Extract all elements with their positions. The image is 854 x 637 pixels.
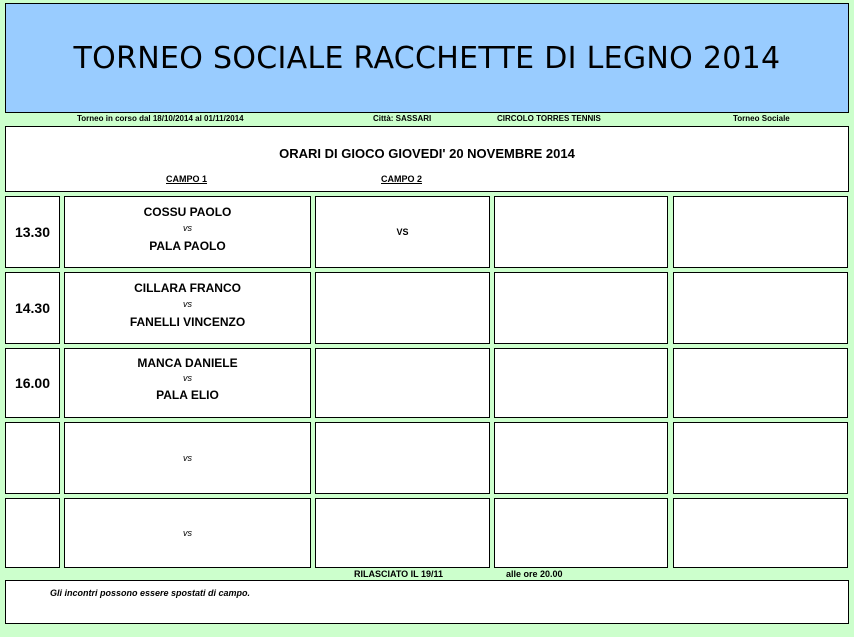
time-cell <box>5 272 60 344</box>
vs-label: VS <box>396 227 409 237</box>
match-cell-campo-1 <box>64 196 311 268</box>
vs-label: vs <box>183 453 192 463</box>
match-cell-campo-2 <box>315 196 490 268</box>
player-2: FANELLI VINCENZO <box>129 315 246 329</box>
tournament-type: Torneo Sociale <box>733 114 790 123</box>
empty-cell <box>673 422 848 494</box>
empty-cell <box>673 498 848 568</box>
empty-cell <box>673 348 848 418</box>
player-2: PALA ELIO <box>156 388 219 402</box>
released-date: RILASCIATO IL 19/11 <box>354 569 444 579</box>
club-label: CIRCOLO TORRES TENNIS <box>497 114 601 123</box>
notes-box <box>5 580 849 624</box>
player-1: CILLARA FRANCO <box>134 281 241 295</box>
time-cell <box>5 348 60 418</box>
match-cell-campo-1 <box>64 498 311 568</box>
match-cell-campo-1 <box>64 422 311 494</box>
match-cell-campo-2 <box>315 498 490 568</box>
campo-2-label: CAMPO 2 <box>381 174 423 184</box>
empty-cell <box>494 348 668 418</box>
player-1: COSSU PAOLO <box>143 205 232 219</box>
released-time: alle ore 20.00 <box>506 569 563 579</box>
vs-label: vs <box>183 299 192 309</box>
player-2: PALA PAOLO <box>149 239 226 253</box>
time-label: 14.30 <box>14 300 51 316</box>
time-cell <box>5 498 60 568</box>
schedule-header <box>5 126 849 192</box>
tournament-dates: Torneo in corso dal 18/10/2014 al 01/11/2014 <box>77 114 244 123</box>
page-title: TORNEO SOCIALE RACCHETTE DI LEGNO 2014 <box>73 40 781 76</box>
empty-cell <box>494 422 668 494</box>
player-1: MANCA DANIELE <box>137 356 238 370</box>
empty-cell <box>673 272 848 344</box>
empty-cell <box>494 196 668 268</box>
match-cell-campo-2 <box>315 348 490 418</box>
vs-label: vs <box>183 223 192 233</box>
match-cell-campo-2 <box>315 272 490 344</box>
schedule-title: ORARI DI GIOCO GIOVEDI' 20 NOVEMBRE 2014 <box>279 146 575 161</box>
match-cell-campo-2 <box>315 422 490 494</box>
match-cell-campo-1 <box>64 348 311 418</box>
note-text: Gli incontri possono essere spostati di campo. <box>50 588 251 598</box>
city-label: Città: SASSARI <box>373 114 432 123</box>
vs-label: vs <box>183 373 192 383</box>
campo-1-label: CAMPO 1 <box>166 174 208 184</box>
time-label: 13.30 <box>14 224 51 240</box>
empty-cell <box>494 272 668 344</box>
match-cell-campo-1 <box>64 272 311 344</box>
vs-label: vs <box>183 528 192 538</box>
title-banner <box>5 3 849 113</box>
empty-cell <box>673 196 848 268</box>
time-cell <box>5 196 60 268</box>
empty-cell <box>494 498 668 568</box>
time-cell <box>5 422 60 494</box>
time-label: 16.00 <box>14 375 51 391</box>
